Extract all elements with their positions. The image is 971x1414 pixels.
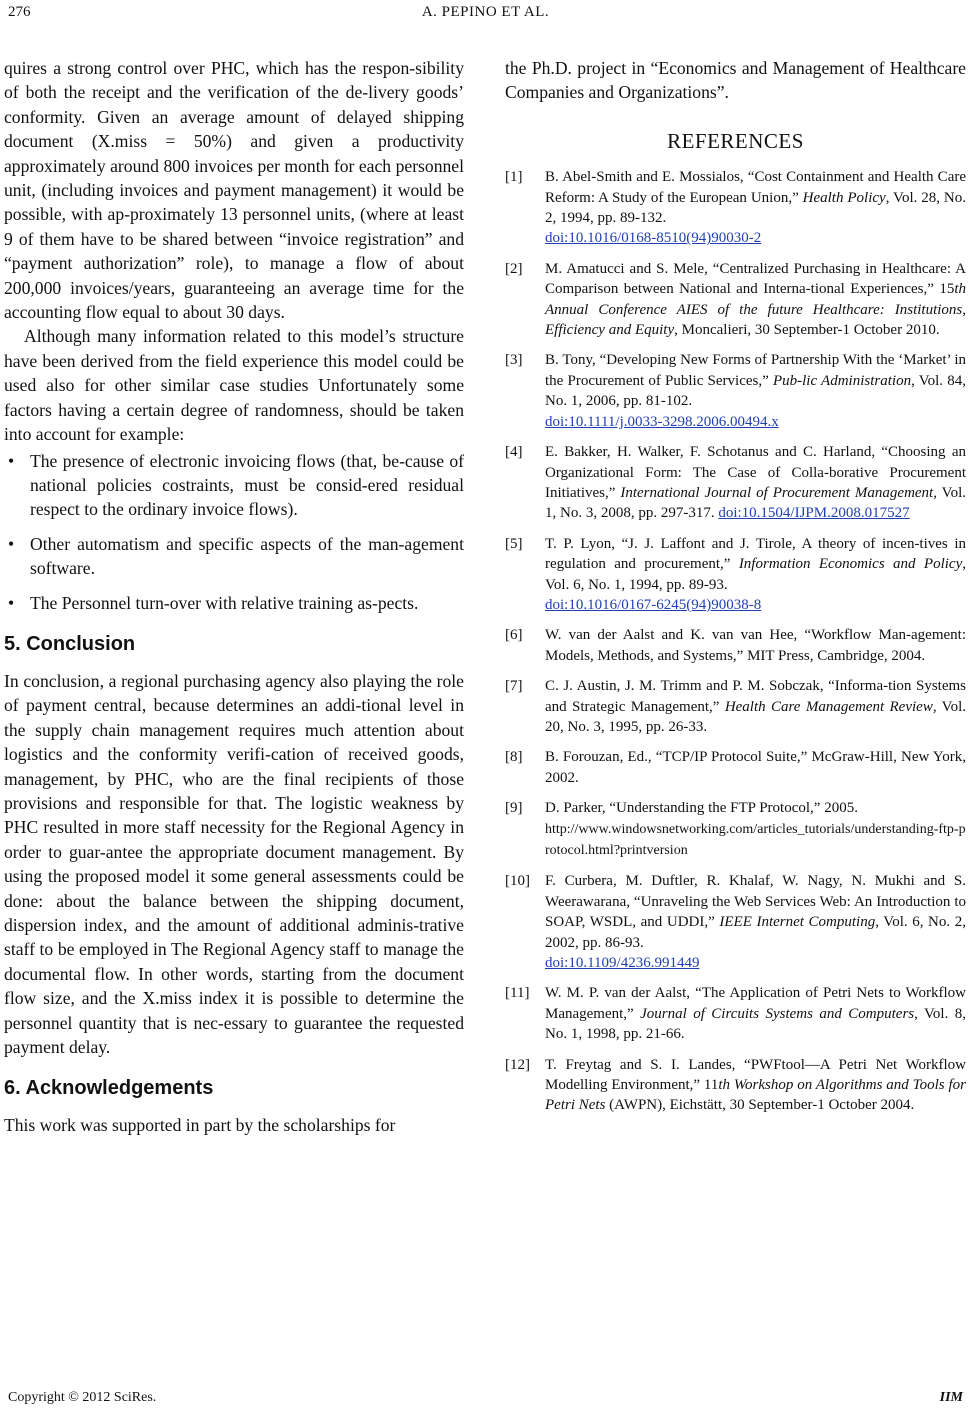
reference-authors-title: W. van der Aalst and K. van van Hee, “Workflow Man-agement: Models, Methods, and Systems,” MIT Press, Cambridge, 2004. [545, 627, 966, 664]
reference-number: [6] [505, 627, 523, 644]
doi-link[interactable]: doi:10.1109/4236.991449 [545, 955, 700, 972]
reference-item [505, 871, 966, 973]
reference-authors-title: C. J. Austin, J. M. Trimm and P. M. Sobczak, “Informa-tion Systems and Strategic Management,” [545, 678, 966, 715]
reference-item [505, 167, 966, 249]
body-paragraph: In conclusion, a regional purchasing agency also playing the role of payment central, because determines an addi-tional level in the supply chain management requires much attention about logistics and the conformity verifi-cation of received goods, management, by PHC, who are the final recipients of those provisions and responsible for that. The logistic weakness by PHC resulted in more staff necessity for the Regional Agency in order to guar-antee the appropriate document management. By using the proposed model it some general assessments could be done: about the balance between the shipping document, dispersion index, and the amount of additional adminis-trative staff to be employed in The Regional Agency staff to manage the documental flow. In other words, starting from the document flow size, and the X.miss index it is possible to determine the personnel quantity that is nec-essary to guarantee the requested payment delay. [4, 670, 464, 1058]
bullet-item: • The presence of electronic invoicing flows (that, be-cause of national policies costraints, must be consid-ered residual respect to the ordinary invoice flows). [4, 449, 464, 522]
reference-number: [12] [505, 1056, 530, 1073]
reference-number: [10] [505, 873, 530, 890]
bullet-list [4, 449, 464, 615]
section-heading-conclusion: 5. Conclusion [4, 632, 136, 655]
reference-details: , Vol. 8, No. 1, 1998, pp. 21-66. [545, 1005, 966, 1043]
reference-venue: Pub-lic Administration [772, 372, 912, 389]
reference-venue: Journal of Circuits Systems and Computers [640, 1005, 915, 1022]
reference-details: , Vol. 6, No. 1, 1994, pp. 89-93. [545, 556, 966, 593]
body-paragraph: quires a strong control over PHC, which has the respon-sibility of both the receipt and the verification of the de-livery goods’ conformity. Given an average amount of delayed shipping document (X.miss = 50%) and given a productivity approximately around 800 invoices per month for each personnel unit, (including invoices and payment management) it would be possible, with ap-proximately 13 personnel units, (where at least 9 of them have to be shared between “invoice registration” and “payment authorization” role), to manage a flow of about 200,000 invoices/years, guaranteeing an average time for the accounting flow equal to about 30 days. [4, 58, 464, 323]
reference-number: [9] [505, 800, 523, 817]
reference-item [505, 798, 966, 861]
reference-item [505, 350, 966, 432]
right-column [505, 56, 966, 1126]
reference-text [545, 442, 966, 524]
reference-text [545, 167, 966, 249]
reference-number: [4] [505, 444, 523, 461]
reference-text [545, 259, 966, 341]
reference-authors-title: W. M. P. van der Aalst, “The Application of Petri Nets to Workflow Management,” [545, 985, 966, 1022]
section-heading-acknowledgements: 6. Acknowledgements [4, 1077, 214, 1100]
reference-item [505, 442, 966, 524]
reference-authors-title: B. Forouzan, Ed., “TCP/IP Protocol Suite,” McGraw-Hill, New York, 2002. [545, 749, 966, 786]
reference-number: [8] [505, 749, 523, 766]
reference-text [545, 350, 966, 432]
reference-authors-title: T. Freytag and S. I. Landes, “PWFtool—A Petri Net Workflow Modelling Environment,” 11 [545, 1056, 966, 1094]
reference-details: , Moncalieri, 30 September-1 October 2010. [674, 322, 940, 339]
page-number: 276 [8, 4, 31, 20]
reference-text [545, 983, 966, 1044]
reference-authors-title: B. Tony, “Developing New Forms of Partnership With the ‘Market’ in the Procurement of Public Services,” [545, 352, 966, 389]
doi-link[interactable]: doi:10.1016/0168-8510(94)90030-2 [545, 230, 762, 247]
body-paragraph: the Ph.D. project in “Economics and Management of Healthcare Companies and Organizations”. [505, 58, 966, 103]
reference-details: , Vol. 1, No. 3, 2008, pp. 297-317. [545, 484, 966, 522]
reference-details: , Vol. 28, No. 2, 1994, pp. 89-132. [545, 189, 966, 227]
reference-url[interactable]: http://www.windowsnetworking.com/articles_tutorials/understanding-ftp-protocol.html?printversion [545, 821, 966, 858]
reference-venue: Health Policy [802, 189, 886, 206]
reference-item [505, 676, 966, 737]
running-header [0, 4, 971, 28]
doi-link[interactable]: doi:10.1111/j.0033-3298.2006.00494.x [545, 413, 779, 430]
reference-text [545, 747, 966, 788]
reference-text [545, 798, 966, 861]
reference-item [505, 534, 966, 616]
references-heading: REFERENCES [667, 128, 804, 153]
reference-text [545, 534, 966, 616]
reference-item [505, 259, 966, 341]
reference-authors-title: B. Abel-Smith and E. Mossialos, “Cost Containment and Health Care Reform: A Study of the European Union,” [545, 169, 966, 206]
reference-venue: Information Economics and Policy [738, 556, 963, 573]
running-title: A. PEPINO ET AL. [421, 4, 550, 20]
doi-link[interactable]: doi:10.1016/0167-6245(94)90038-8 [545, 596, 762, 613]
reference-venue: IEEE Internet Computing [719, 914, 876, 931]
reference-authors-title: E. Bakker, H. Walker, F. Schotanus and C. Harland, “Choosing an Organizational Form: The Case of Colla-borative Procurement Initiatives,” [545, 444, 966, 501]
bullet-item: • Other automatism and specific aspects of the man-agement software. [4, 532, 464, 581]
reference-authors-title: F. Curbera, M. Duftler, R. Khalaf, W. Nagy, N. Mukhi and S. Weerawarana, “Unraveling the Web Services Web: An Introduction to SOAP, WSDL, and UDDI,” [545, 873, 966, 931]
reference-text [545, 1055, 966, 1116]
reference-details: , Vol. 20, No. 3, 1995, pp. 26-33. [545, 698, 966, 735]
reference-venue: Health Care Management Review [724, 698, 933, 715]
bullet-item: • The Personnel turn-over with relative training as-pects. [4, 591, 464, 615]
left-column [4, 56, 464, 1138]
reference-text [545, 676, 966, 737]
reference-number: [2] [505, 260, 523, 277]
reference-venue: International Journal of Procurement Management [620, 484, 934, 501]
reference-authors-title: D. Parker, “Understanding the FTP Protocol,” 2005. [545, 800, 858, 817]
reference-details: , Vol. 84, No. 1, 2006, pp. 81-102. [545, 372, 966, 410]
body-paragraph: Although many information related to this model’s structure have been derived from the field experience this model could be used also for other similar case studies Unfortunately some factors having a certain degree of randomness, should be taken into account for example: [4, 326, 464, 445]
reference-text [545, 871, 966, 973]
doi-link[interactable]: doi:10.1504/IJPM.2008.017527 [718, 505, 910, 522]
reference-item [505, 625, 966, 666]
reference-venue: th Workshop on Algorithms and Tools for Petri Nets [545, 1077, 966, 1114]
reference-text [545, 625, 966, 666]
reference-authors-title: T. P. Lyon, “J. J. Laffont and J. Tirole, A theory of incen-tives in regulation and procurement,” [545, 535, 966, 573]
reference-authors-title: M. Amatucci and S. Mele, “Centralized Purchasing in Healthcare: A Comparison between National and Interna-tional Experiences,” 15 [545, 260, 966, 298]
reference-item [505, 747, 966, 788]
reference-number: [11] [505, 985, 530, 1002]
reference-venue: th Annual Conference AIES of the future Healthcare: Institutions, Efficiency and Equity [545, 281, 966, 339]
reference-number: [3] [505, 352, 523, 369]
reference-details: (AWPN), Eichstätt, 30 September-1 October 2004. [605, 1097, 915, 1114]
copyright-notice: Copyright © 2012 SciRes. [8, 1390, 157, 1405]
journal-abbreviation: IIM [939, 1390, 963, 1405]
reference-number: [7] [505, 678, 523, 695]
reference-number: [1] [505, 169, 523, 186]
reference-details: , Vol. 6, No. 2, 2002, pp. 86-93. [545, 914, 966, 951]
reference-number: [5] [505, 535, 523, 552]
reference-list [505, 167, 966, 1116]
body-paragraph: This work was supported in part by the scholarships for [4, 1115, 396, 1136]
reference-item [505, 983, 966, 1044]
reference-item [505, 1055, 966, 1116]
